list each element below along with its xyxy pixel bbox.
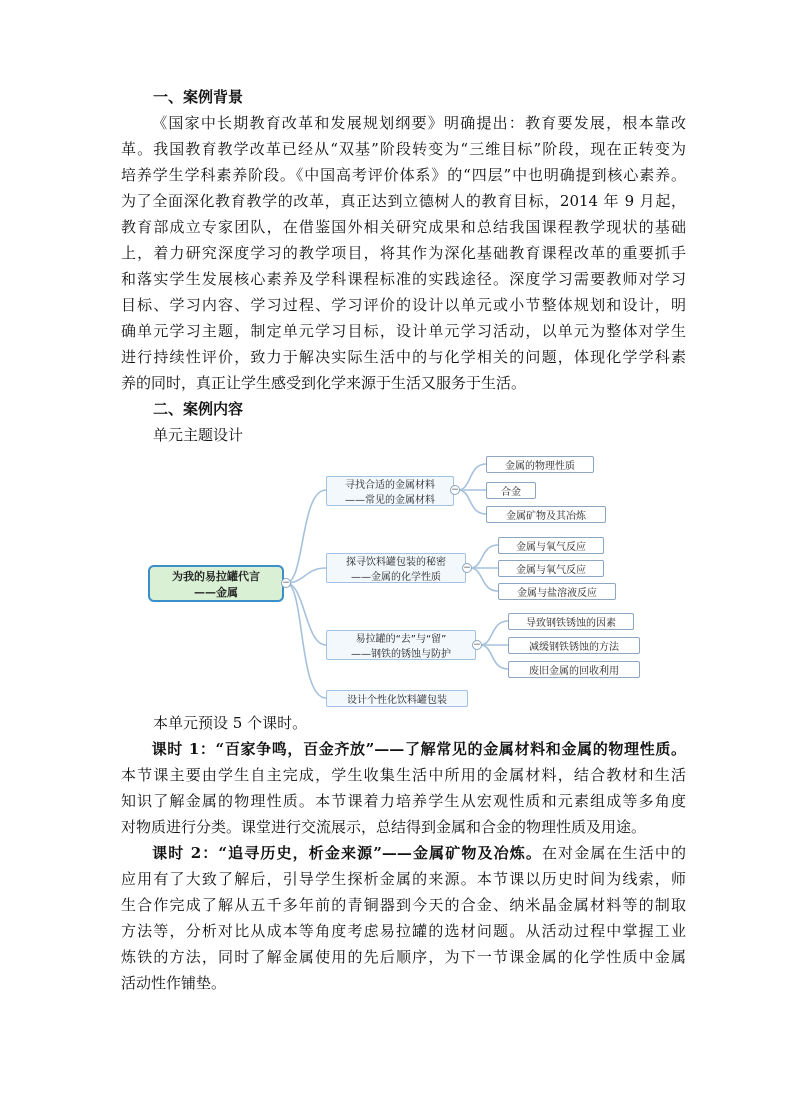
background-line-1: 《国家中长期教育改革和发展规划纲要》明确提出：教育要发展，根本靠改 bbox=[151, 114, 686, 132]
branch1-collapse-button[interactable]: − bbox=[451, 485, 459, 495]
lesson1-line-3: 对物质进行分类。课堂进行交流展示，总结得到金属和合金的物理性质及用途。 bbox=[121, 818, 647, 836]
background-line-11: 养的同时，真正让学生感受到化学来源于生活又服务于生活。 bbox=[121, 374, 527, 392]
leaf-physical-properties[interactable]: 金属的物理性质 bbox=[486, 456, 594, 473]
background-line-7: 和落实学生发展核心素养及学科课程标准的实践途径。深度学习需要教师对学习 bbox=[121, 270, 686, 288]
leaf-slow-rust-methods[interactable]: 减缓钢铁锈蚀的方法 bbox=[508, 637, 640, 654]
lesson2-title: 课时 2：“追寻历史，析金来源”——金属矿物及冶炼。 bbox=[151, 844, 542, 862]
branch-title: 探寻饮料罐包装的秘密 bbox=[346, 557, 446, 568]
branch2-collapse-button[interactable]: − bbox=[463, 563, 471, 573]
lesson2-line-1: 应用有了大致了解后，引导学生探析金属的来源。本节课以历史时间为线索，师 bbox=[121, 870, 686, 888]
lesson2-line-3: 方法等，分析对比从成本等角度考虑易拉罐的选材问题。从活动过程中掌握工业 bbox=[121, 922, 686, 940]
leaf-oxygen-reaction-1[interactable]: 金属与氧气反应 bbox=[498, 537, 604, 554]
leaf-salt-solution-reaction[interactable]: 金属与盐溶液反应 bbox=[498, 583, 616, 600]
background-line-3: 培养学生学科素养阶段。《中国高考评价体系》的“四层”中也明确提到核心素养。 bbox=[121, 166, 686, 184]
branch-design-packaging[interactable] bbox=[326, 690, 468, 707]
branch-title: 寻找合适的金属材料 bbox=[345, 480, 435, 491]
lesson2-first-rest: 在对金属在生活中的 bbox=[542, 844, 686, 862]
background-line-8: 目标、学习内容、学习过程、学习评价的设计以单元或小节整体规划和设计，明 bbox=[121, 296, 686, 314]
branch3-collapse-button[interactable]: − bbox=[473, 640, 481, 650]
background-line-10: 进行持续性评价，致力于解决实际生活中的与化学相关的问题，体现化学学科素 bbox=[121, 348, 686, 366]
lesson1-title: 课时 1：“百家争鸣，百金齐放”——了解常见的金属材料和金属的物理性质。 bbox=[151, 740, 686, 758]
section-heading-background: 一、案例背景 bbox=[153, 88, 244, 106]
lesson2-line-5: 活动性作铺垫。 bbox=[121, 974, 227, 992]
root-title: 为我的易拉罐代言 bbox=[172, 569, 260, 583]
branch-title: 设计个性化饮料罐包装 bbox=[347, 695, 447, 706]
section-heading-content: 二、案例内容 bbox=[153, 400, 244, 418]
lesson1-line-1: 本节课主要由学生自主完成，学生收集生活中所用的金属材料，结合教材和生活 bbox=[121, 766, 686, 784]
background-line-6: 上，着力研究深度学习的教学项目，将其作为深化基础教育课程改革的重要抓手 bbox=[121, 244, 686, 262]
background-line-9: 确单元学习主题，制定单元学习目标，设计单元学习活动，以单元为整体对学生 bbox=[121, 322, 686, 340]
lesson1-line-2: 知识了解金属的物理性质。本节课着力培养学生从宏观性质和元素组成等多角度 bbox=[121, 792, 686, 810]
mindmap-root[interactable] bbox=[148, 565, 284, 602]
branch-common-metal-materials[interactable] bbox=[326, 476, 454, 506]
branch-subtitle: ——常见的金属材料 bbox=[345, 495, 435, 506]
lesson2-first-line bbox=[121, 840, 686, 866]
leaf-oxygen-reaction-2[interactable]: 金属与氧气反应 bbox=[498, 560, 604, 577]
leaf-metal-recycling[interactable]: 废旧金属的回收利用 bbox=[508, 661, 640, 678]
branch-subtitle: ——钢铁的锈蚀与防护 bbox=[351, 649, 451, 660]
lesson2-line-4: 炼铁的方法，同时了解金属使用的先后顺序，为下一节课金属的化学性质中金属 bbox=[121, 948, 686, 966]
branch-rust-protection[interactable] bbox=[326, 630, 476, 660]
leaf-rust-factors[interactable]: 导致钢铁锈蚀的因素 bbox=[508, 613, 634, 630]
leaf-alloy[interactable]: 合金 bbox=[486, 482, 536, 499]
branch-title: 易拉罐的“去”与“留” bbox=[355, 634, 447, 645]
background-line-5: 教育部成立专家团队，在借鉴国外相关研究成果和总结我国课程教学现状的基础 bbox=[121, 218, 686, 236]
lesson2-line-2: 生合作完成了解从五千多年前的青铜器到今天的合金、纳米晶金属材料等的制取 bbox=[121, 896, 686, 914]
unit-theme-subheading: 单元主题设计 bbox=[153, 426, 244, 444]
background-line-4: 为了全面深化教育教学的改革，真正达到立德树人的教育目标，2014 年 9 月起， bbox=[121, 192, 686, 210]
root-collapse-button[interactable]: − bbox=[282, 578, 290, 588]
lesson-count-note: 本单元预设 5 个课时。 bbox=[153, 714, 308, 732]
unit-mindmap bbox=[140, 450, 650, 715]
branch-subtitle: ——金属的化学性质 bbox=[351, 572, 441, 583]
leaf-minerals-smelting[interactable]: 金属矿物及其冶炼 bbox=[486, 506, 606, 523]
root-subtitle: ——金属 bbox=[194, 585, 238, 599]
branch-chemical-properties[interactable] bbox=[326, 553, 466, 583]
background-line-2: 革。我国教育教学改革已经从“双基”阶段转变为“三维目标”阶段，现在正转变为 bbox=[121, 140, 686, 158]
